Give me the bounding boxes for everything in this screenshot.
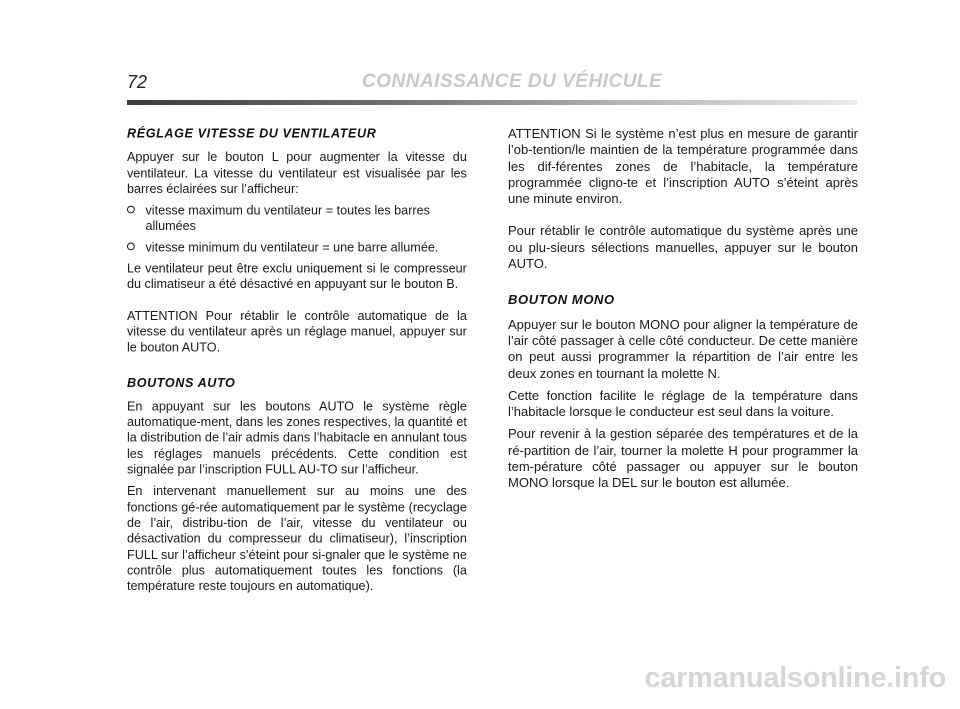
right-column [508,126,858,498]
fan-speed-list [127,203,467,255]
mono-button-paragraph: Pour revenir à la gestion séparée des températures et de la ré-partition de l’air, tourner la molette H pour programmer la tem-pérature côté passager ou appuyer sur le bouton MONO lorsque la DEL sur le bouton est allumée. [508,426,858,491]
fan-speed-section [127,126,467,356]
fan-speed-intro: Appuyer sur le bouton L pour augmenter la vitesse du ventilateur. La vitesse du ventilateur est visualisée par les barres éclairées sur l’afficheur: [127,149,467,196]
auto-buttons-section [127,375,467,594]
circle-bullet-icon [127,206,135,214]
left-column [127,126,467,600]
list-item [127,203,467,235]
list-item-text: vitesse minimum du ventilateur = une barre allumée. [145,239,439,254]
section-title: CONNAISSANCE DU VÉHICULE [362,71,663,92]
mono-button-section [508,292,858,491]
fan-speed-heading: RÉGLAGE VITESSE DU VENTILATEUR [127,126,377,141]
page-number: 72 [127,72,148,92]
site-watermark: carmanualsonline.info [644,662,946,694]
list-item-text: vitesse maximum du ventilateur = toutes les barres allumées [145,202,430,234]
auto-buttons-paragraph: En appuyant sur les boutons AUTO le système règle automatique-ment, dans les zones respectives, la quantité et la distribution de l’air admis dans l’habitacle en annulant tous les réglages manuels précédents. Cette condition est signalée par l’inscription FULL AU-TO sur l’afficheur. [127,398,467,477]
auto-buttons-heading: BOUTONS AUTO [127,375,236,390]
mono-button-paragraph: Appuyer sur le bouton MONO pour aligner la température de l’air côté passager à celle côté conducteur. De cette manière on peut aussi programmer la répartition de l’air entre les deux zones en tournant la molette N. [508,316,858,381]
fan-exclusion-note: Le ventilateur peut être exclu uniquement si le compresseur du climatiseur a été désactivé en appuyant sur le bouton B. [127,261,467,292]
auto-buttons-paragraph: En intervenant manuellement sur au moins une des fonctions gé-rée automatiquement par le système (recyclage de l’air, distribu-tion de l’air, vitesse du ventilateur ou désactivation du compresseur du climatiseur), l’inscription FULL sur l’afficheur s’éteint pour si-gnaler que le système ne contrôle plus automatiquement toutes les fonctions (la température reste toujours en automatique). [127,483,467,594]
fan-attention-note: ATTENTION Pour rétablir le contrôle automatique de la vitesse du ventilateur après un réglage manuel, appuyer sur le bouton AUTO. [127,308,467,355]
list-item [127,239,467,255]
restore-auto-note: Pour rétablir le contrôle automatique du système après une ou plu-sieurs sélections manuelles, appuyer sur le bouton AUTO. [508,223,858,272]
circle-bullet-icon [127,242,135,250]
header-divider [127,100,857,105]
temperature-attention-note: ATTENTION Si le système n’est plus en mesure de garantir l’ob-tention/le maintien de la température programmée dans les dif-férentes zones de l’habitacle, la température programmée cligno-te et l’inscription AUTO s’éteint après une minute environ. [508,126,858,207]
mono-button-paragraph: Cette fonction facilite le réglage de la température dans l’habitacle lorsque le conducteur est seul dans la voiture. [508,387,858,420]
mono-button-heading: BOUTON MONO [508,292,615,308]
